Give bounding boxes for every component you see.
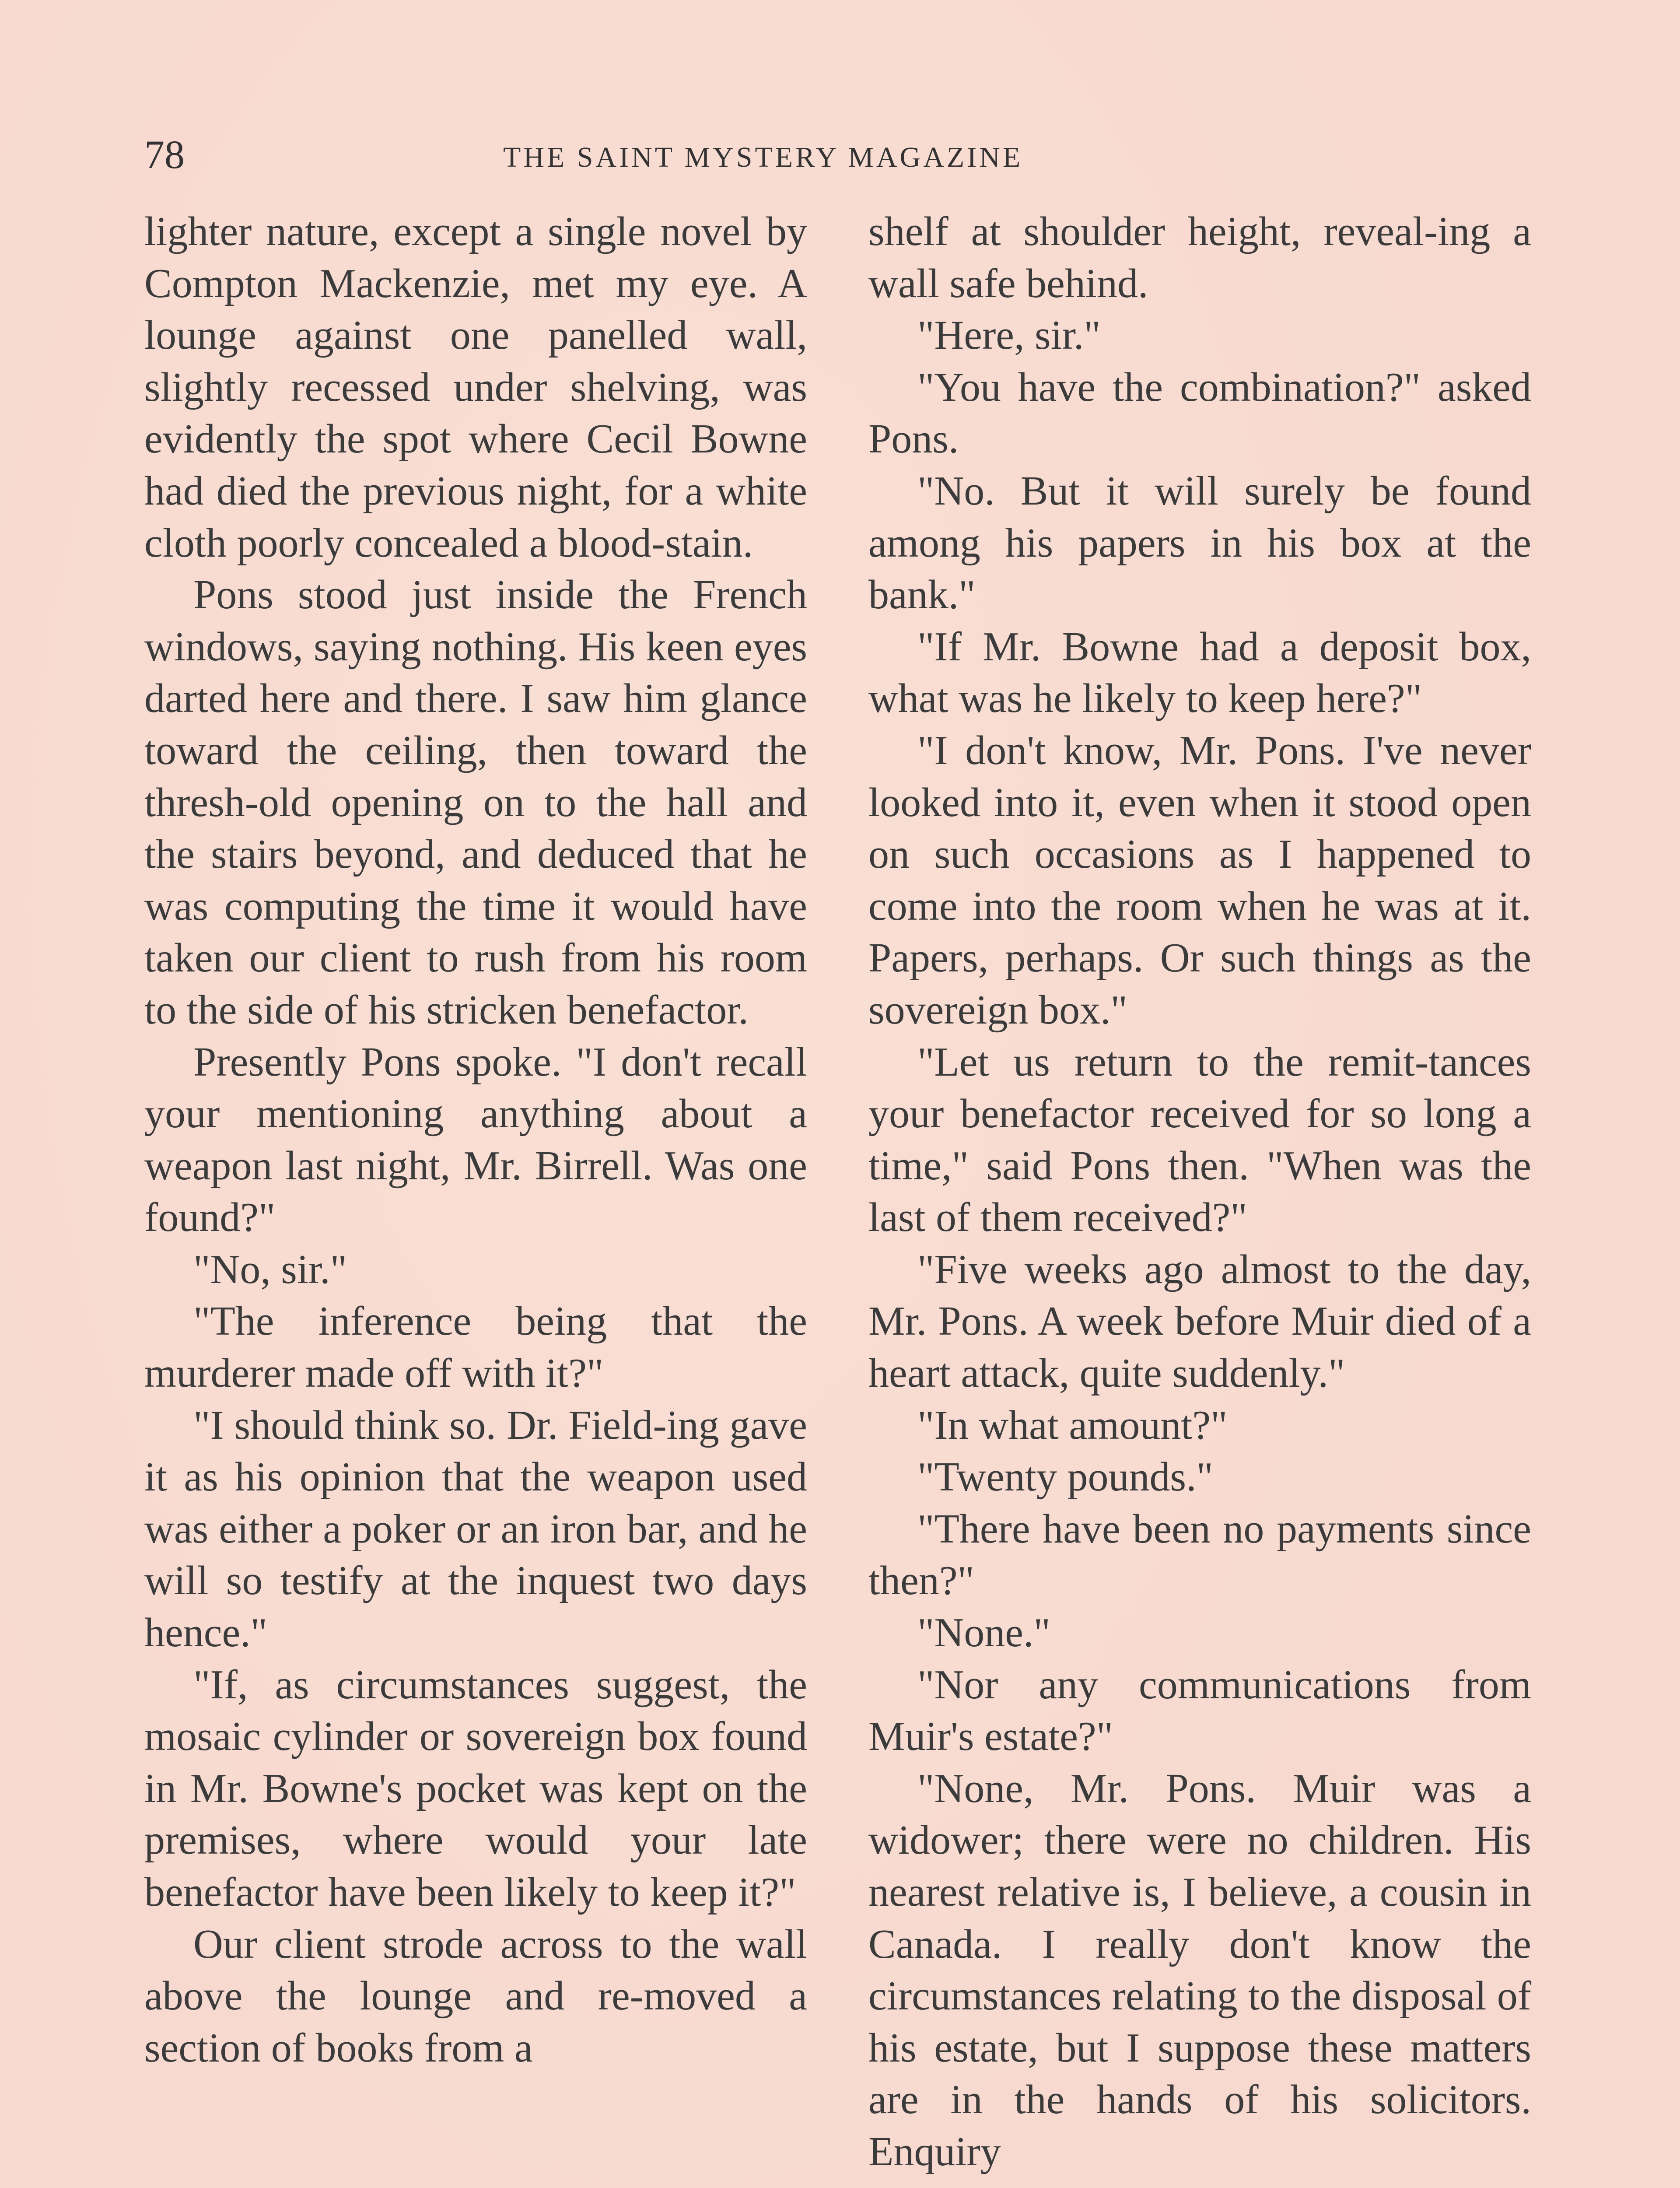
paragraph: "In what amount?": [917, 1402, 1228, 1448]
paragraph: "Here, sir.": [917, 312, 1101, 358]
paragraph: shelf at shoulder height, reveal-ing a wall safe behind.: [868, 209, 1531, 306]
paragraph: "Twenty pounds.": [917, 1454, 1213, 1500]
paragraph: Presently Pons spoke. "I don't recall your mentioning anything about a weapon last night, Mr. Birrell. Was one found?": [144, 1039, 807, 1241]
paragraph: "I don't know, Mr. Pons. I've never looked into it, even when it stood open on such occasions as I happened to come into the room when he was at it. Papers, perhaps. Or such things as the sovereign box.": [868, 727, 1531, 1033]
paragraph: "None, Mr. Pons. Muir was a widower; there were no children. His nearest relative is, I believe, a cousin in Canada. I really don't know the circumstances relating to the disposal of his estate, but I suppose these matters are in the hands of his solicitors. Enquiry: [868, 1765, 1531, 2174]
right-column: [868, 206, 1531, 2178]
paragraph: "Nor any communications from Muir's estate?": [868, 1662, 1531, 1760]
paragraph: "No, sir.": [193, 1246, 347, 1292]
paragraph: Pons stood just inside the French windows, saying nothing. His keen eyes darted here and there. I saw him glance toward the ceiling, then toward the thresh-old opening on to the hall and the stairs beyond, and deduced that he was computing the time it would have taken our client to rush from his room to the side of his stricken benefactor.: [144, 572, 807, 1033]
paragraph: "If, as circumstances suggest, the mosaic cylinder or sovereign box found in Mr. Bowne's pocket was kept on the premises, where would your late benefactor have been likely to keep it?": [144, 1662, 807, 1915]
paragraph: "None.": [917, 1610, 1050, 1656]
paragraph: "No. But it will surely be found among his papers in his box at the bank.": [868, 468, 1531, 618]
paragraph: "Five weeks ago almost to the day, Mr. Pons. A week before Muir died of a heart attack, quite suddenly.": [868, 1246, 1531, 1396]
paragraph: "There have been no payments since then?": [868, 1506, 1531, 1604]
running-head: THE SAINT MYSTERY MAGAZINE: [503, 141, 1023, 173]
left-column: [144, 206, 807, 2074]
paragraph: "I should think so. Dr. Field-ing gave it as his opinion that the weapon used was either a poker or an iron bar, and he will so testify at the inquest two days hence.": [144, 1402, 807, 1656]
page-number: 78: [144, 132, 185, 177]
paragraph: "If Mr. Bowne had a deposit box, what was he likely to keep here?": [868, 624, 1531, 722]
paragraph: "You have the combination?" asked Pons.: [868, 364, 1531, 462]
paragraph: "The inference being that the murderer made off with it?": [144, 1298, 807, 1396]
paragraph: Our client strode across to the wall above the lounge and re-moved a section of books from a: [144, 1921, 807, 2071]
paragraph: "Let us return to the remit-tances your benefactor received for so long a time," said Pons then. "When was the last of them received?": [868, 1039, 1531, 1241]
paragraph: lighter nature, except a single novel by Compton Mackenzie, met my eye. A lounge against one panelled wall, slightly recessed under shelving, was evidently the spot where Cecil Bowne had died the previous night, for a white cloth poorly concealed a blood-stain.: [144, 209, 807, 566]
